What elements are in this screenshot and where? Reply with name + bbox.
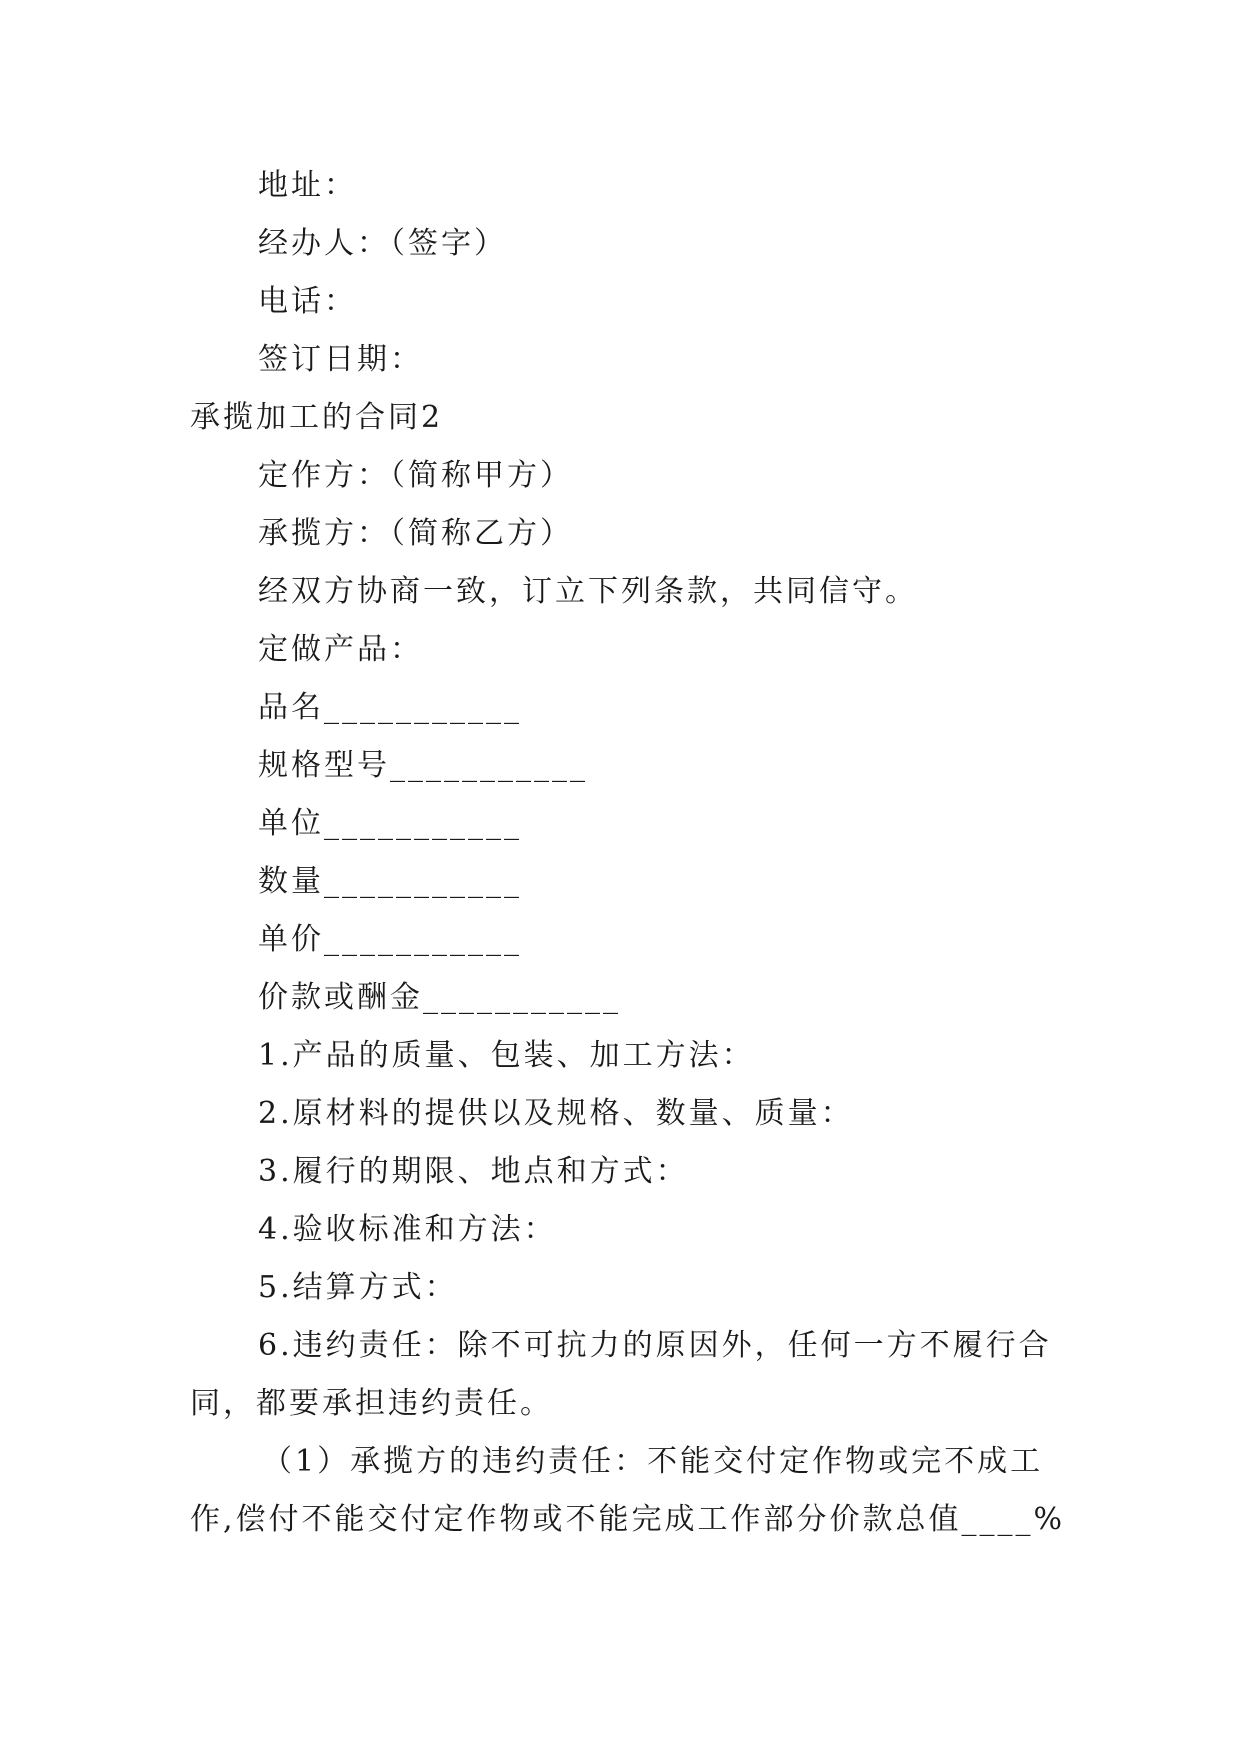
agent-signature-line: 经办人：（签字） xyxy=(258,226,507,261)
party-b-line: 承揽方：（简称乙方） xyxy=(258,516,573,551)
spec-model-field: 规格型号___________ xyxy=(258,748,588,783)
unit-field: 单位___________ xyxy=(258,806,522,841)
sub-clause-1-line-2: 作,偿付不能交付定作物或不能完成工作部分价款总值____% xyxy=(190,1502,1066,1537)
clause-4: 4.验收标准和方法： xyxy=(258,1212,557,1247)
payment-field: 价款或酬金___________ xyxy=(258,980,621,1015)
product-name-field: 品名___________ xyxy=(258,690,522,725)
custom-product-heading: 定做产品： xyxy=(258,632,423,667)
address-line: 地址： xyxy=(258,168,357,203)
sub-clause-1-line-1: （1）承揽方的违约责任：不能交付定作物或完不成工 xyxy=(262,1444,1044,1479)
agreement-statement: 经双方协商一致，订立下列条款，共同信守。 xyxy=(258,574,918,609)
clause-5: 5.结算方式： xyxy=(258,1270,458,1305)
party-a-line: 定作方：（简称甲方） xyxy=(258,458,573,493)
signing-date-line: 签订日期： xyxy=(258,342,423,377)
unit-price-field: 单价___________ xyxy=(258,922,522,957)
clause-6-line-2: 同，都要承担违约责任。 xyxy=(190,1386,553,1421)
clause-1: 1.产品的质量、包装、加工方法： xyxy=(258,1038,755,1073)
phone-line: 电话： xyxy=(258,284,357,319)
clause-3: 3.履行的期限、地点和方式： xyxy=(258,1154,689,1189)
contract-title: 承揽加工的合同2 xyxy=(190,400,444,435)
clause-6-line-1: 6.违约责任：除不可抗力的原因外，任何一方不履行合 xyxy=(258,1328,1052,1363)
quantity-field: 数量___________ xyxy=(258,864,522,899)
clause-2: 2.原材料的提供以及规格、数量、质量： xyxy=(258,1096,854,1131)
